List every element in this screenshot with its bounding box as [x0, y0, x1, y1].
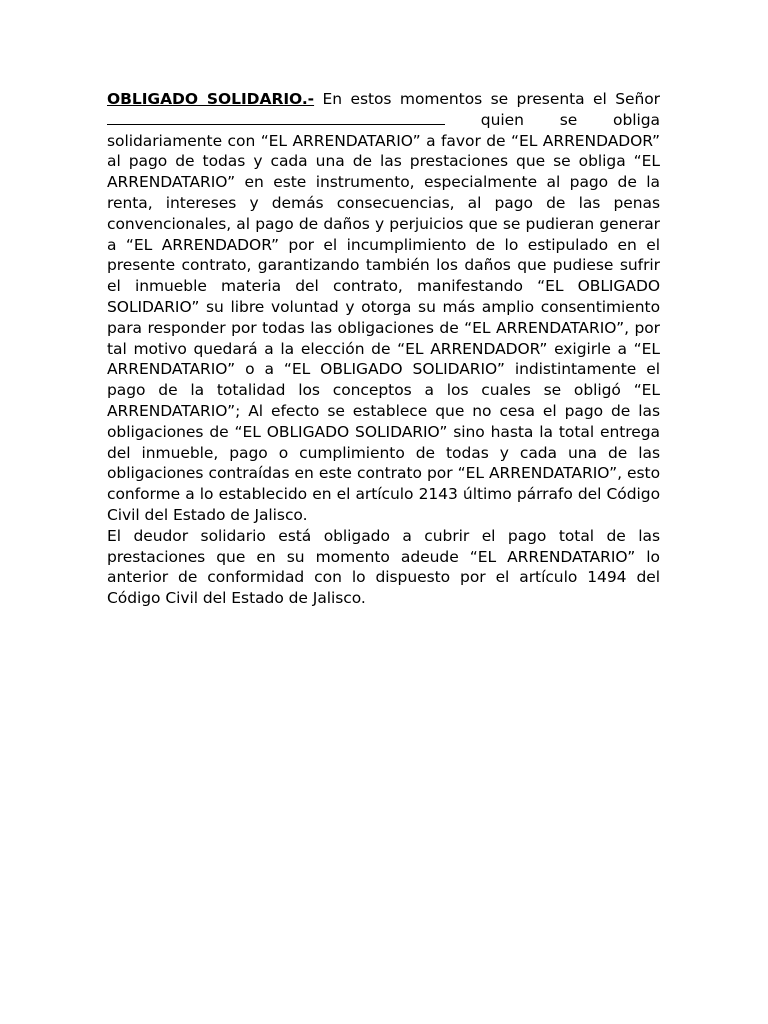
section-heading: OBLIGADO SOLIDARIO.-	[107, 90, 315, 108]
obligado-solidario-paragraph	[107, 89, 660, 526]
name-blank-line	[107, 110, 445, 125]
paragraph-intro-text: En estos momentos se presenta el Señor	[314, 90, 660, 108]
paragraph-body-text: quien se obliga solidariamente con “EL ARRENDATARIO” a favor de “EL ARRENDADOR” al pago de todas y cada una de las prestaciones que se obliga “EL ARRENDATARIO” en este instrumento, especialmente al pago de la renta, intereses y demás consecuencias, al pago de las penas convencionales, al pago de daños y perjuicios que se pudieran generar a “EL ARRENDADOR” por el incumplimiento de lo estipulado en el presente contrato, garantizando también los daños que pudiese sufrir el inmueble materia del contrato, manifestando “EL OBLIGADO SOLIDARIO” su libre voluntad y otorga su más amplio consentimiento para responder por todas las obligaciones de “EL ARRENDATARIO”, por tal motivo quedará a la elección de “EL ARRENDADOR” exigirle a “EL ARRENDATARIO” o a “EL OBLIGADO SOLIDARIO” indistintamente el pago de la totalidad los conceptos a los cuales se obligó “EL ARRENDATARIO”; Al efecto se establece que no cesa el pago de las obligaciones de “EL OBLIGADO SOLIDARIO” sino hasta la total entrega del inmueble, pago o cumplimiento de todas y cada una de las obligaciones contraídas en este contrato por “EL ARRENDATARIO”, esto conforme a lo establecido en el artículo 2143 último párrafo del Código Civil del Estado de Jalisco.	[107, 110, 660, 524]
deudor-solidario-paragraph: El deudor solidario está obligado a cubrir el pago total de las prestaciones que en su momento adeude “EL ARRENDATARIO” lo anterior de conformidad con lo dispuesto por el artículo 1494 del Código Civil del Estado de Jalisco.	[107, 526, 660, 608]
document-body	[107, 89, 660, 609]
